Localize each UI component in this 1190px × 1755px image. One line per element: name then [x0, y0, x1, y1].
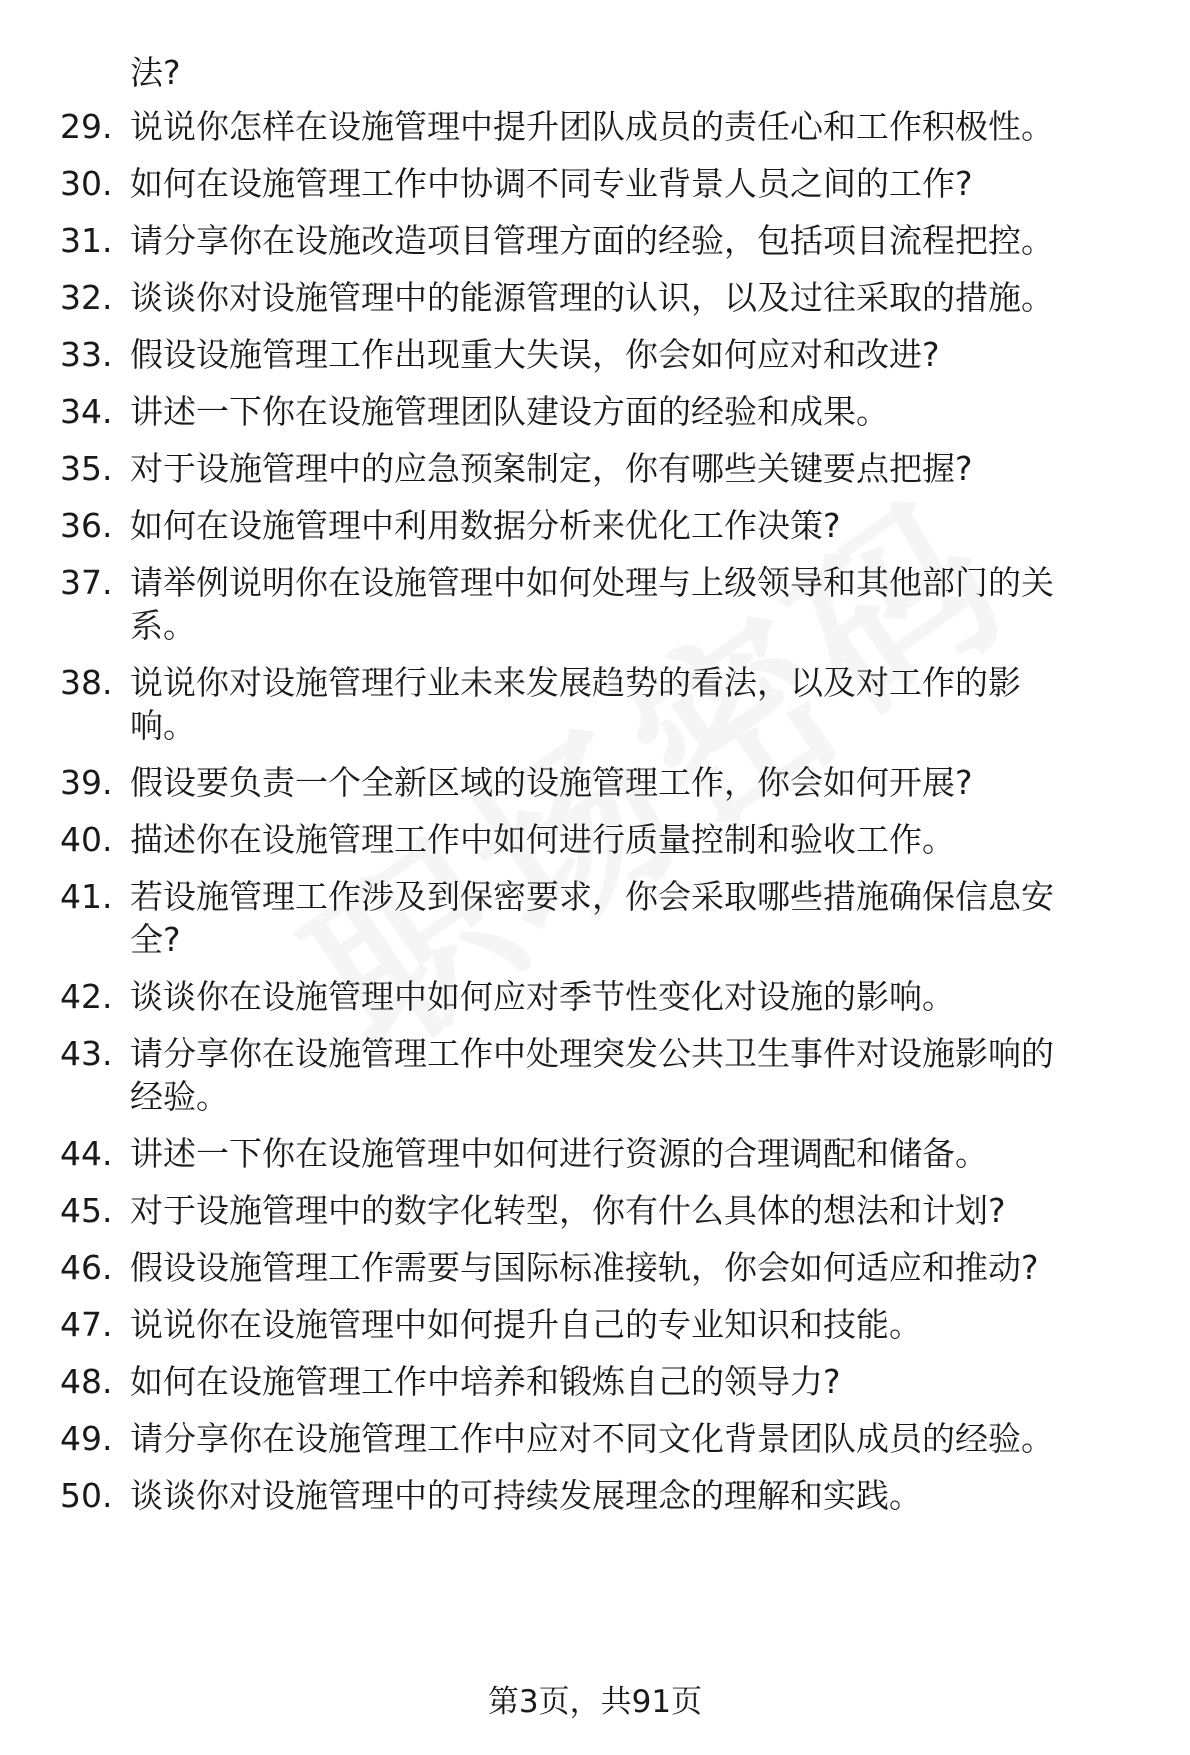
question-text: 假设设施管理工作出现重大失误，你会如何应对和改进? [130, 335, 940, 374]
question-text-continued: 系。 [130, 606, 196, 645]
question-text: 假设设施管理工作需要与国际标准接轨，你会如何适应和推动? [130, 1248, 1039, 1287]
question-number: 44. [60, 1134, 113, 1173]
question-number: 35. [60, 449, 113, 488]
question-number: 32. [60, 278, 113, 317]
question-number: 30. [60, 164, 113, 203]
question-number: 48. [60, 1362, 113, 1401]
question-text: 若设施管理工作涉及到保密要求，你会采取哪些措施确保信息安 [130, 877, 1054, 916]
question-number: 50. [60, 1476, 113, 1515]
question-number: 49. [60, 1419, 113, 1458]
question-text: 对于设施管理中的数字化转型，你有什么具体的想法和计划? [130, 1191, 1006, 1230]
question-text: 说说你对设施管理行业未来发展趋势的看法，以及对工作的影 [130, 663, 1021, 702]
question-text: 谈谈你对设施管理中的能源管理的认识，以及过往采取的措施。 [130, 278, 1054, 317]
question-text: 请分享你在设施管理工作中处理突发公共卫生事件对设施影响的 [130, 1034, 1054, 1073]
question-text: 请分享你在设施改造项目管理方面的经验，包括项目流程把控。 [130, 221, 1054, 260]
question-text: 谈谈你在设施管理中如何应对季节性变化对设施的影响。 [130, 977, 955, 1016]
question-number: 46. [60, 1248, 113, 1287]
question-number: 29. [60, 107, 113, 146]
question-text: 说说你在设施管理中如何提升自己的专业知识和技能。 [130, 1305, 922, 1344]
page-footer: 第3页，共91页 [487, 1684, 703, 1720]
question-number: 43. [60, 1034, 113, 1073]
question-text: 如何在设施管理中利用数据分析来优化工作决策? [130, 506, 841, 545]
question-text: 谈谈你对设施管理中的可持续发展理念的理解和实践。 [130, 1476, 922, 1515]
question-text: 说说你怎样在设施管理中提升团队成员的责任心和工作积极性。 [130, 107, 1054, 146]
question-number: 41. [60, 877, 113, 916]
question-text-continued: 全? [130, 920, 181, 959]
question-number: 38. [60, 663, 113, 702]
question-number: 39. [60, 763, 113, 802]
question-text-continued: 经验。 [130, 1077, 229, 1116]
question-text: 描述你在设施管理工作中如何进行质量控制和验收工作。 [130, 820, 955, 859]
question-number: 40. [60, 820, 113, 859]
continuation-text: 法? [130, 53, 181, 92]
question-number: 47. [60, 1305, 113, 1344]
question-number: 34. [60, 392, 113, 431]
question-text: 如何在设施管理工作中协调不同专业背景人员之间的工作? [130, 164, 973, 203]
question-number: 45. [60, 1191, 113, 1230]
question-text: 对于设施管理中的应急预案制定，你有哪些关键要点把握? [130, 449, 973, 488]
question-text: 讲述一下你在设施管理团队建设方面的经验和成果。 [130, 392, 889, 431]
question-text: 请分享你在设施管理工作中应对不同文化背景团队成员的经验。 [130, 1419, 1054, 1458]
question-text: 请举例说明你在设施管理中如何处理与上级领导和其他部门的关 [130, 563, 1054, 602]
question-text: 假设要负责一个全新区域的设施管理工作，你会如何开展? [130, 763, 973, 802]
question-text-continued: 响。 [130, 706, 196, 745]
question-number: 37. [60, 563, 113, 602]
question-number: 36. [60, 506, 113, 545]
question-text: 如何在设施管理工作中培养和锻炼自己的领导力? [130, 1362, 841, 1401]
question-number: 31. [60, 221, 113, 260]
question-number: 42. [60, 977, 113, 1016]
question-text: 讲述一下你在设施管理中如何进行资源的合理调配和储备。 [130, 1134, 988, 1173]
question-number: 33. [60, 335, 113, 374]
